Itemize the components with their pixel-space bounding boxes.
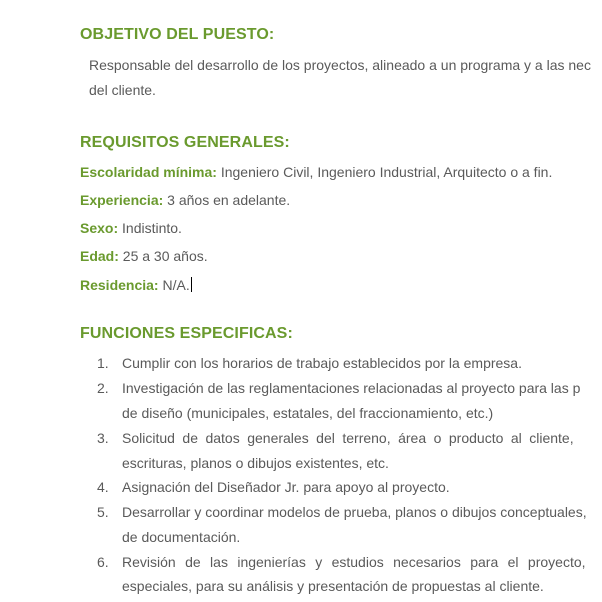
section-heading-funciones: FUNCIONES ESPECIFICAS: [80,325,293,342]
list-number: 1. [97,355,109,371]
requisito-value: 25 a 30 años. [118,248,208,264]
objetivo-text-line-1: Responsable del desarrollo de los proyectos, alineado a un programa y a las nec [89,57,591,73]
list-number: 2. [97,380,109,396]
requisito-value: N/A. [158,277,190,293]
requisito-label: Residencia: [80,277,159,293]
list-number: 3. [97,430,109,446]
requisito-experiencia [80,192,290,208]
requisito-value: 3 años en adelante. [163,192,291,208]
funcion-item-1-line-1: Cumplir con los horarios de trabajo establecidos por la empresa. [122,355,522,371]
funcion-item-5-line-2: de documentación. [122,529,241,545]
requisito-edad [80,248,208,264]
funcion-item-4-line-1: Asignación del Diseñador Jr. para apoyo al proyecto. [122,479,450,495]
list-number: 6. [97,554,109,570]
funcion-item-2-line-2: de diseño (municipales, estatales, del fraccionamiento, etc.) [122,405,494,421]
section-heading-requisitos: REQUISITOS GENERALES: [80,134,290,151]
requisito-label: Sexo: [80,220,119,236]
funcion-item-5-line-1: Desarrollar y coordinar modelos de prueba, planos o dibujos conceptuales, [122,504,587,520]
objetivo-text-line-2: del cliente. [89,82,156,98]
text-cursor [191,277,192,292]
list-number: 4. [97,479,109,495]
requisito-label: Escolaridad mínima: [80,164,217,180]
requisito-value: Ingeniero Civil, Ingeniero Industrial, Arquitecto o a fin. [216,164,553,180]
funcion-item-3-line-2: escrituras, planos o dibujos existentes, etc. [122,455,389,471]
list-number: 5. [97,504,109,520]
funcion-item-6-line-2: especiales, para su análisis y presentación de propuestas al cliente. [122,578,544,594]
requisito-sexo [80,220,182,236]
requisito-residencia[interactable] [80,277,192,293]
section-heading-objetivo: OBJETIVO DEL PUESTO: [80,26,275,43]
requisito-label: Edad: [80,248,119,264]
funcion-item-2-line-1: Investigación de las reglamentaciones relacionadas al proyecto para las p [122,380,581,396]
funcion-item-3-line-1: Solicitud de datos generales del terreno, área o producto al cliente, [122,430,574,446]
requisito-label: Experiencia: [80,192,164,208]
requisito-escolaridad [80,164,552,180]
funcion-item-6-line-1: Revisión de las ingenierías y estudios necesarios para el proyecto, [122,554,586,570]
requisito-value: Indistinto. [118,220,182,236]
